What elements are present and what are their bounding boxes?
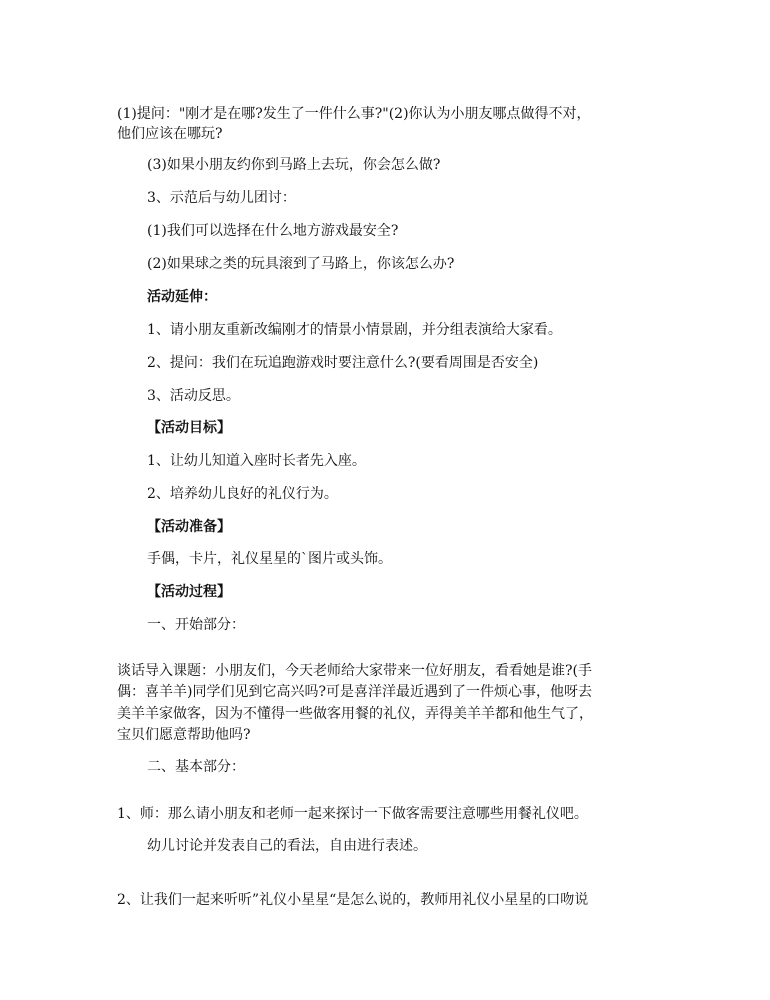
paragraph-line: 1、师：那么请小朋友和老师一起来探讨一下做客需要注意哪些用餐礼仪吧。 <box>117 806 588 822</box>
paragraph-line: (1)我们可以选择在什么地方游戏最安全? <box>147 223 399 239</box>
section-heading: 【活动过程】 <box>147 584 231 600</box>
paragraph-line: 幼儿讨论并发表自己的看法，自由进行表述。 <box>147 838 427 854</box>
paragraph-line: 二、基本部分： <box>147 759 245 775</box>
paragraph-line: 一、开始部分： <box>147 617 245 633</box>
paragraph-line: 1、让幼儿知道入座时长者先入座。 <box>147 453 366 469</box>
paragraph-line: 他们应该在哪玩? <box>117 126 223 142</box>
paragraph-line: 2、提问：我们在玩追跑游戏时要注意什么?(要看周围是否安全) <box>147 355 539 371</box>
paragraph-line: 3、示范后与幼儿团讨： <box>147 190 296 206</box>
paragraph-line: 偶：喜羊羊)同学们见到它高兴吗?可是喜洋洋最近遇到了一件烦心事，他呀去 <box>117 684 592 700</box>
paragraph-line: 1、请小朋友重新改编刚才的情景小情景剧，并分组表演给大家看。 <box>147 322 562 338</box>
section-heading: 【活动目标】 <box>147 420 231 436</box>
paragraph-line: 宝贝们愿意帮助他吗? <box>117 727 251 743</box>
section-heading: 【活动准备】 <box>147 519 231 535</box>
paragraph-line: (1)提问："刚才是在哪?发生了一件什么事?"(2)你认为小朋友哪点做得不对， <box>117 106 591 122</box>
paragraph-line: 美羊羊家做客，因为不懂得一些做客用餐的礼仪，弄得美羊羊都和他生气了， <box>117 706 593 722</box>
paragraph-line: 2、培养幼儿良好的礼仪行为。 <box>147 486 338 502</box>
paragraph-line: (3)如果小朋友约你到马路上去玩，你会怎么做? <box>147 157 441 173</box>
section-heading: 活动延伸： <box>147 289 217 305</box>
paragraph-line: (2)如果球之类的玩具滚到了马路上，你该怎么办? <box>147 256 455 272</box>
paragraph-line: 3、活动反思。 <box>147 388 240 404</box>
paragraph-line: 谈话导入课题：小朋友们，今天老师给大家带来一位好朋友，看看她是谁?(手 <box>117 663 592 679</box>
paragraph-line: 手偶，卡片，礼仪星星的`图片或头饰。 <box>147 551 392 567</box>
paragraph-line: 2、让我们一起来听听”礼仪小星星“是怎么说的，教师用礼仪小星星的口吻说 <box>117 892 589 908</box>
